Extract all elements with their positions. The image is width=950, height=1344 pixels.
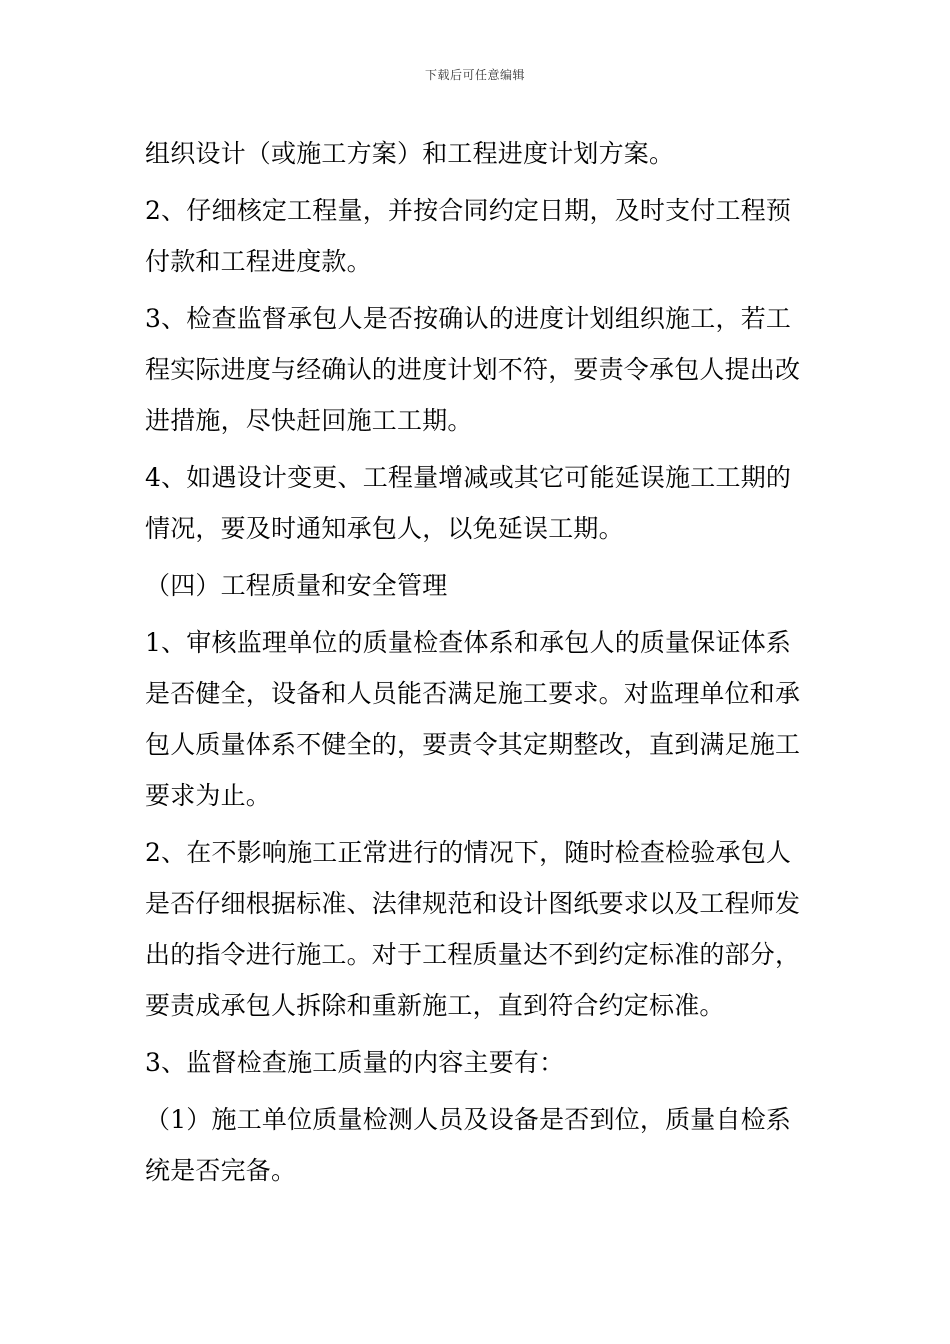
page-header: 下载后可任意编辑 <box>424 68 525 82</box>
paragraph-4: 4、如遇设计变更、工程量增减或其它可能延误施工工期的情况，要及时通知承包人，以免延误工期。 <box>145 463 792 543</box>
paragraph-2: 2、仔细核定工程量，并按合同约定日期，及时支付工程预付款和工程进度款。 <box>145 196 792 276</box>
paragraph-7: 2、在不影响施工正常进行的情况下，随时检查检验承包人是否仔细根据标准、法律规范和设计图纸要求以及工程师发出的指令进行施工。对于工程质量达不到约定标准的部分，要责成承包人拆除和重新施工，直到符合约定标准。 <box>145 838 801 1020</box>
paragraph-8: 3、监督检查施工质量的内容主要有： <box>145 1048 565 1077</box>
document-body <box>145 128 810 1202</box>
paragraph-1: 组织设计（或施工方案）和工程进度计划方案。 <box>145 139 675 168</box>
section-heading-quality-safety: （四）工程质量和安全管理 <box>145 571 448 600</box>
paragraph-6: 1、审核监理单位的质量检查体系和承包人的质量保证体系是否健全，设备和人员能否满足施工要求。对监理单位和承包人质量体系不健全的，要责令其定期整改，直到满足施工要求为止。 <box>145 628 801 810</box>
paragraph-3: 3、检查监督承包人是否按确认的进度计划组织施工，若工程实际进度与经确认的进度计划不符，要责令承包人提出改进措施，尽快赶回施工工期。 <box>145 304 801 435</box>
paragraph-9: （1）施工单位质量检测人员及设备是否到位，质量自检系统是否完备。 <box>145 1105 792 1185</box>
